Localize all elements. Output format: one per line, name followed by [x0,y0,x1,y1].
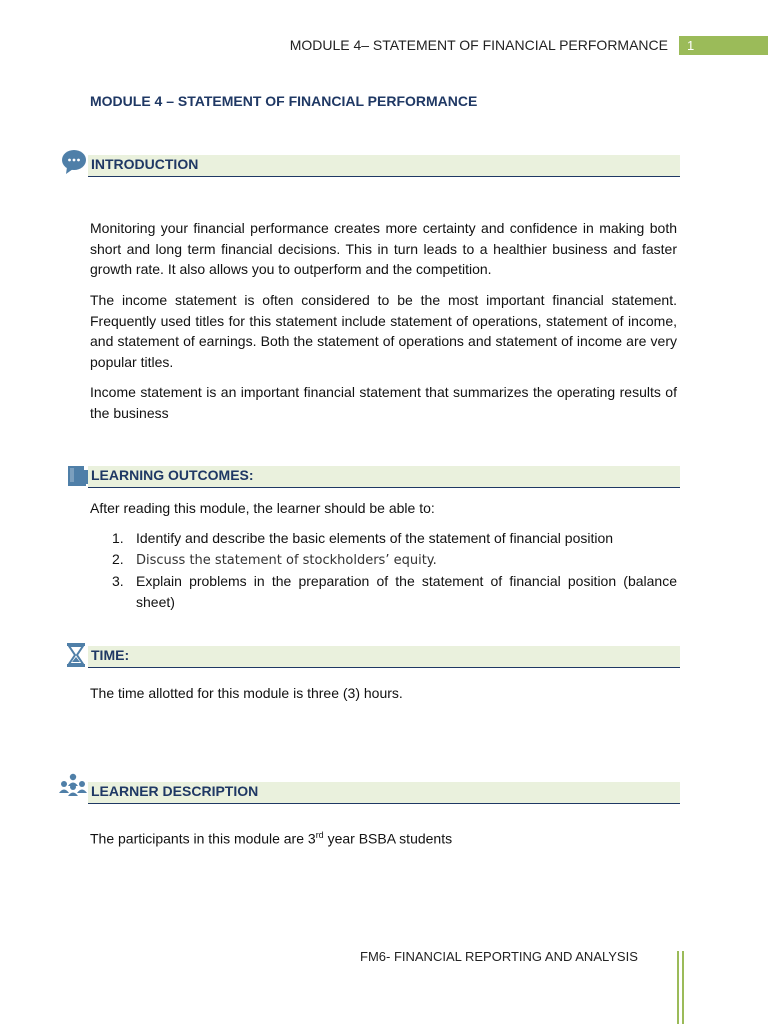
time-text: The time allotted for this module is three (3) hours. [90,685,403,701]
running-header: MODULE 4– STATEMENT OF FINANCIAL PERFORMANCE [289,37,668,53]
list-text: Identify and describe the basic elements of the statement of financial position [136,530,614,546]
time-heading: TIME: [91,647,130,663]
module-title: MODULE 4 – STATEMENT OF FINANCIAL PERFORMANCE [90,93,478,109]
learner-description-text [90,825,677,849]
list-number: 3. [112,573,124,589]
footer-text: FM6- FINANCIAL REPORTING AND ANALYSIS [360,949,638,964]
footer-rule [682,951,684,1024]
introduction-heading: INTRODUCTION [91,156,199,172]
speech-bubble-icon [61,149,87,175]
book-icon [66,464,90,488]
time-bar [88,646,680,668]
list-text: Explain problems in the preparation of the statement of financial position (balance sheet) [136,573,677,610]
list-number: 1. [112,530,124,546]
page-number-tab: 1 [679,36,768,55]
footer-rule [677,951,679,1024]
list-number: 2. [112,551,124,567]
list-item [112,528,677,549]
intro-paragraph-3: Income statement is an important financial statement that summarizes the operating results of the business [90,384,677,421]
intro-paragraph-1: Monitoring your financial performance creates more certainty and confidence in making both short and long term financial decisions. This in turn leads to a healthier business and faster growth rate. It also allows you to outperform and the competition. [90,220,677,278]
learner-text-start: The participants in this module are 3 [90,830,316,847]
learner-text-end: year BSBA students [323,830,453,847]
people-group-icon [58,773,88,797]
learning-outcomes-heading: LEARNING OUTCOMES: [91,467,254,483]
outcomes-lead: After reading this module, the learner should be able to: [90,500,435,516]
list-text: Discuss the statement of stockholders’ equity. [136,553,437,568]
ordinal-suffix: rd [315,830,324,840]
hourglass-icon [66,642,86,668]
intro-paragraph-2: The income statement is often considered to be the most important financial statement. Frequently used titles for this statement include statement of operations, statement of income, and statement of earnings. Both the statement of operations and statement of income are very popular titles. [90,292,677,371]
list-item [112,549,677,571]
learner-description-heading: LEARNER DESCRIPTION [91,783,259,799]
outcomes-list [112,528,677,613]
list-item [112,571,677,613]
